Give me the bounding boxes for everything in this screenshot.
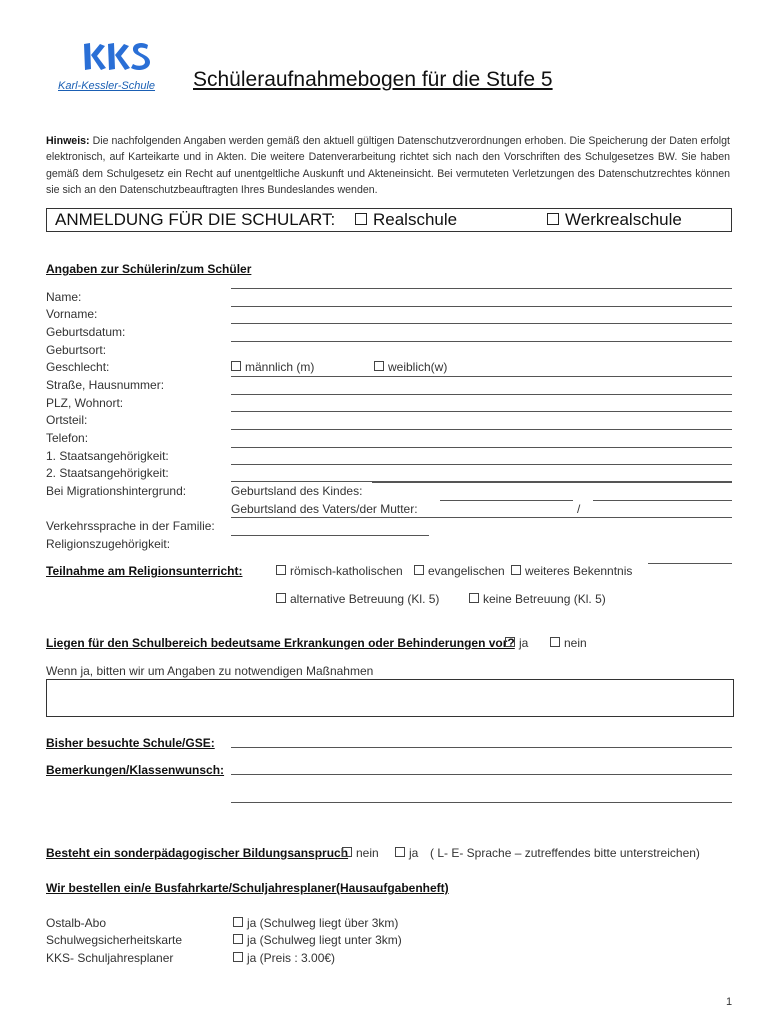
strasse-field[interactable] (231, 376, 732, 377)
student-section-heading: Angaben zur Schülerin/zum Schüler (46, 262, 252, 276)
religion-label: Religionszugehörigkeit: (46, 537, 171, 551)
vorname-field[interactable] (231, 306, 732, 307)
male-label: männlich (m) (245, 360, 315, 374)
illness-no-checkbox[interactable] (550, 637, 560, 647)
illness-yes-checkbox[interactable] (505, 637, 515, 647)
verkehrssprache-label: Verkehrssprache in der Familie: (46, 519, 215, 533)
school-name: Karl-Kessler-Schule (58, 80, 156, 92)
other-faith-field[interactable] (648, 563, 732, 564)
telefon-label: Telefon: (46, 431, 89, 445)
school-type-label: ANMELDUNG FÜR DIE SCHULART: (55, 210, 336, 229)
ev-label: evangelischen (428, 564, 505, 578)
geburtsort-label: Geburtsort: (46, 343, 107, 357)
realschule-label: Realschule (373, 210, 458, 229)
illness-yes-label: ja (519, 636, 529, 650)
other-faith-checkbox[interactable] (511, 565, 521, 575)
plz-field[interactable] (231, 394, 732, 395)
ostalb-option: ja (Schulweg liegt über 3km) (247, 916, 399, 930)
religion-class-heading: Teilnahme am Religionsunterricht: (46, 564, 243, 578)
no-care-checkbox[interactable] (469, 593, 479, 603)
geschlecht-label: Geschlecht: (46, 360, 110, 374)
birth-country-mother-field[interactable] (593, 500, 732, 501)
staat1-field[interactable] (231, 447, 732, 448)
special-needs-yes-checkbox[interactable] (395, 847, 405, 857)
staat2-label: 2. Staatsangehörigkeit: (46, 466, 169, 480)
geburtsdatum-label: Geburtsdatum: (46, 325, 126, 339)
birth-country-parents-label: Geburtsland des Vaters/der Mutter: (231, 502, 418, 516)
female-label: weiblich(w) (388, 360, 448, 374)
other-faith-label: weiteres Bekenntnis (525, 564, 633, 578)
remarks-label: Bemerkungen/Klassenwunsch: (46, 763, 225, 777)
sicherheitskarte-checkbox[interactable] (233, 934, 243, 944)
werkrealschule-label: Werkrealschule (565, 210, 682, 229)
staat1-label: 1. Staatsangehörigkeit: (46, 449, 169, 463)
rk-label: römisch-katholischen (290, 564, 403, 578)
remarks-field-2[interactable] (231, 802, 732, 803)
special-needs-detail: ( L- E- Sprache – zutreffendes bitte unterstreichen) (430, 846, 700, 860)
order-label-sicherheitskarte: Schulwegsicherheitskarte (46, 933, 183, 947)
name-field[interactable] (231, 288, 732, 289)
plz-label: PLZ, Wohnort: (46, 396, 124, 410)
realschule-checkbox[interactable] (355, 213, 367, 225)
illness-measures-field[interactable] (46, 679, 734, 717)
birth-country-child-label: Geburtsland des Kindes: (231, 484, 363, 498)
special-needs-no-label: nein (356, 846, 379, 860)
geburtsort-field[interactable] (231, 341, 732, 342)
migration-label: Bei Migrationshintergrund: (46, 484, 187, 498)
special-needs-no-checkbox[interactable] (342, 847, 352, 857)
ortsteil-field[interactable] (231, 411, 732, 412)
ortsteil-label: Ortsteil: (46, 413, 88, 427)
werkrealschule-checkbox[interactable] (547, 213, 559, 225)
special-needs-label: Besteht ein sonderpädagogischer Bildungsanspruch (46, 846, 349, 860)
rk-checkbox[interactable] (276, 565, 286, 575)
female-checkbox[interactable] (374, 361, 384, 371)
previous-school-label: Bisher besuchte Schule/GSE: (46, 736, 215, 750)
parents-slash: / (577, 502, 581, 516)
telefon-field[interactable] (231, 429, 732, 430)
illness-no-label: nein (564, 636, 587, 650)
strasse-label: Straße, Hausnummer: (46, 378, 165, 392)
planer-option: ja (Preis : 3.00€) (247, 951, 336, 965)
page-title: Schüleraufnahmebogen für die Stufe 5 (193, 68, 553, 91)
vorname-label: Vorname: (46, 307, 98, 321)
male-checkbox[interactable] (231, 361, 241, 371)
alt-care-label: alternative Betreuung (Kl. 5) (290, 592, 440, 606)
order-label-ostalb: Ostalb-Abo (46, 916, 107, 930)
remarks-field-1[interactable] (231, 774, 732, 775)
no-care-label: keine Betreuung (Kl. 5) (483, 592, 606, 606)
notice-text: Die nachfolgenden Angaben werden gemäß den aktuell gültigen Datenschutzverordnungen erhoben. Die Speicherung der Daten erfolgt elektronisch, auf Karteikarte und in Akten. Die weitere Datenverarbeitung richtet sich nach den Vorschriften des Schulgesetzes BW. Sie haben gemäß dem Schulgesetz ein Recht auf unentgeltliche Auskunft und Akteneinsicht. Bei vermuteten Verletzungen des Datenschutzrechtes können sie sich an den Datenschutzbeauftragten Ihres Bundeslandes wenden. (46, 135, 730, 196)
special-needs-yes-label: ja (409, 846, 419, 860)
sicherheitskarte-option: ja (Schulweg liegt unter 3km) (247, 933, 402, 947)
page-number: 1 (726, 996, 733, 1008)
ostalb-checkbox[interactable] (233, 917, 243, 927)
illness-question: Liegen für den Schulbereich bedeutsame Erkrankungen oder Behinderungen vor? (46, 636, 515, 650)
verkehrssprache-field[interactable] (231, 517, 732, 518)
staat2-field[interactable] (231, 464, 732, 465)
geburtsdatum-field[interactable] (231, 323, 732, 324)
notice-label: Hinweis: (46, 135, 90, 147)
illness-followup: Wenn ja, bitten wir um Angaben zu notwendigen Maßnahmen (46, 664, 374, 678)
previous-school-field[interactable] (231, 747, 732, 748)
birth-country-father-field[interactable] (440, 500, 573, 501)
birth-country-child-field[interactable] (372, 482, 732, 483)
ev-checkbox[interactable] (414, 565, 424, 575)
school-type-box (46, 208, 732, 232)
orders-heading: Wir bestellen ein/e Busfahrkarte/Schuljahresplaner(Hausaufgabenheft) (46, 881, 449, 895)
planer-checkbox[interactable] (233, 952, 243, 962)
name-label: Name: (46, 290, 82, 304)
order-label-planer: KKS- Schuljahresplaner (46, 951, 174, 965)
religion-field[interactable] (231, 535, 429, 536)
privacy-notice (46, 133, 730, 198)
alt-care-checkbox[interactable] (276, 593, 286, 603)
